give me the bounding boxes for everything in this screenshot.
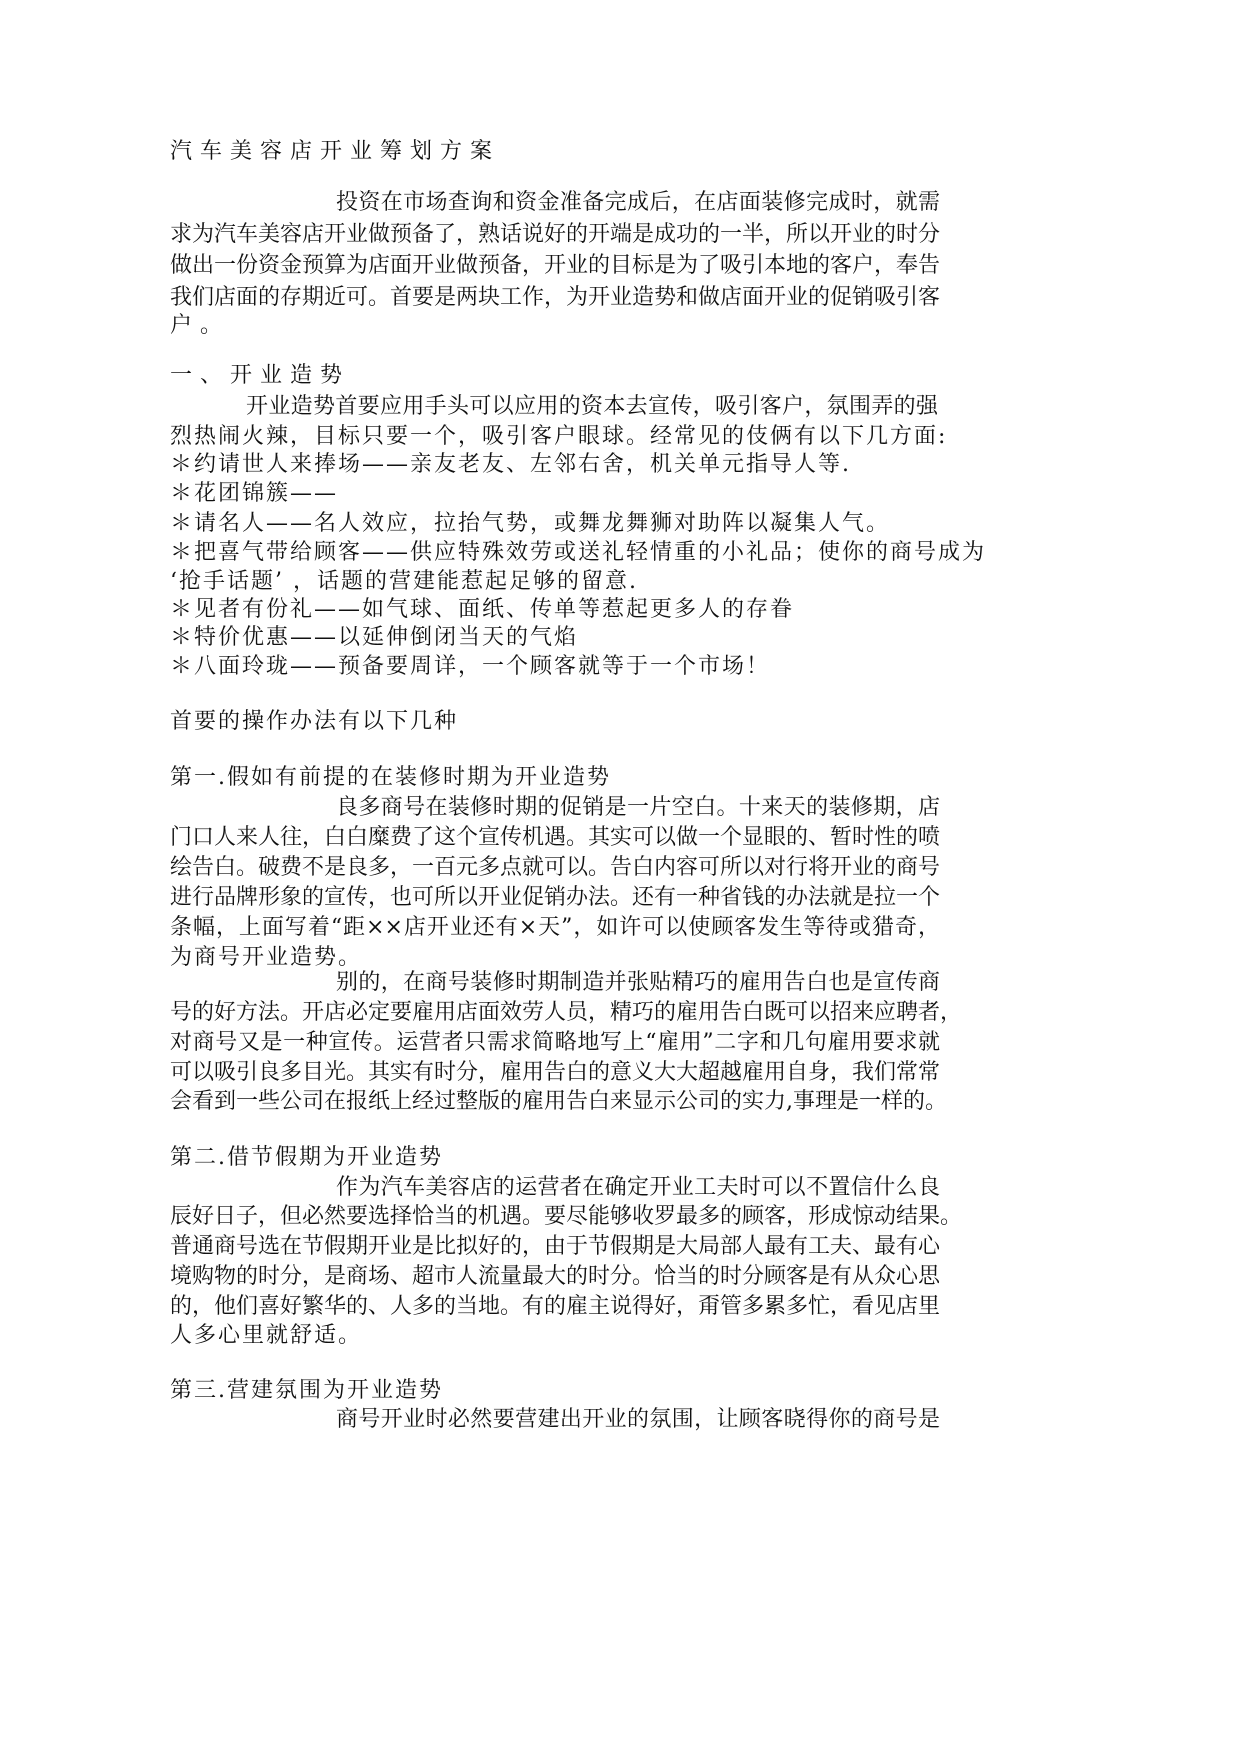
bullet-item: ‘抢手话题’ ，话题的营建能惹起足够的留意. [170,569,638,594]
intro-line: 我们店面的存期近可。首要是两块工作，为开业造势和做店面开业的促销吸引客 [170,285,941,310]
section-line: 开业造势首要应用手头可以应用的资本去宣传，吸引客户，氛围弄的强 [246,394,938,419]
method-line: 条幅，上面写着“距××店开业还有×天”，如许可以使顾客发生等待或猎奇， [170,915,940,940]
method-line: 的，他们喜好繁华的、人多的当地。有的雇主说得好，甭管多累多忙，看见店里 [170,1294,941,1319]
method-line: 为商号开业造势。 [170,945,363,970]
method-line: 境购物的时分，是商场、超市人流量最大的时分。恰当的时分顾客是有从众心思 [170,1264,941,1289]
methods-heading: 首要的操作办法有以下几种 [170,709,459,734]
method-heading: 第二.借节假期为开业造势 [170,1145,443,1170]
section-line: 烈热闹火辣，目标只要一个，吸引客户眼球。经常见的伎俩有以下几方面: [170,424,948,449]
method-heading: 第三.营建氛围为开业造势 [170,1378,443,1403]
intro-line: 求为汽车美容店开业做预备了，熟话说好的开端是成功的一半，所以开业的时分 [170,222,941,247]
bullet-item: ＊约请世人来捧场——亲友老友、左邻右舍，机关单元指导人等. [170,452,851,477]
method-line: 会看到一些公司在报纸上经过整版的雇用告白来显示公司的实力,事理是一样的。 [170,1089,947,1114]
document-title: 汽车美容店开业筹划方案 [170,139,501,164]
method-heading: 第一.假如有前提的在装修时期为开业造势 [170,765,611,790]
method-line: 辰好日子，但必然要选择恰当的机遇。要尽能够收罗最多的顾客，形成惊动结果。 [170,1204,963,1229]
method-line: 对商号又是一种宣传。运营者只需求简略地写上“雇用”二字和几句雇用要求就 [170,1030,940,1055]
intro-line: 户。 [170,313,231,338]
method-line: 绘告白。破费不是良多，一百元多点就可以。告白内容可所以对行将开业的商号 [170,855,941,880]
intro-line: 投资在市场查询和资金准备完成后，在店面装修完成时，就需 [336,190,940,215]
bullet-item: ＊见者有份礼——如气球、面纸、传单等惹起更多人的存眷 [170,597,795,622]
method-line: 人多心里就舒适。 [170,1323,363,1348]
section-heading: 一、开业造势 [170,363,351,388]
bullet-item: ＊请名人——名人效应，拉抬气势，或舞龙舞狮对助阵以凝集人气。 [170,511,891,536]
bullet-item: ＊八面玲珑——预备要周详，一个顾客就等于一个市场！ [170,654,771,679]
method-line: 可以吸引良多目光。其实有时分，雇用告白的意义大大超越雇用自身，我们常常 [170,1060,941,1085]
method-line: 门口人来人往，白白糜费了这个宣传机遇。其实可以做一个显眼的、暂时性的喷 [170,825,941,850]
method-line: 商号开业时必然要营建出开业的氛围，让顾客晓得你的商号是 [336,1407,940,1432]
method-line: 进行品牌形象的宣传，也可所以开业促销办法。还有一种省钱的办法就是拉一个 [170,885,941,910]
method-line: 作为汽车美容店的运营者在确定开业工夫时可以不置信什么良 [336,1175,940,1200]
method-line: 普通商号选在节假期开业是比拟好的，由于节假期是大局部人最有工夫、最有心 [170,1234,941,1259]
intro-line: 做出一份资金预算为店面开业做预备，开业的目标是为了吸引本地的客户，奉告 [170,253,941,278]
bullet-item: ＊把喜气带给顾客——供应特殊效劳或送礼轻情重的小礼品；使你的商号成为 [170,540,987,565]
bullet-item: ＊特价优惠——以延伸倒闭当天的气焰 [170,625,579,650]
method-line: 别的，在商号装修时期制造并张贴精巧的雇用告白也是宣传商 [336,970,940,995]
method-line: 良多商号在装修时期的促销是一片空白。十来天的装修期，店 [336,795,940,820]
bullet-item: ＊花团锦簇—— [170,481,339,506]
method-line: 号的好方法。开店必定要雇用店面效劳人员，精巧的雇用告白既可以招来应聘者， [170,1000,963,1025]
